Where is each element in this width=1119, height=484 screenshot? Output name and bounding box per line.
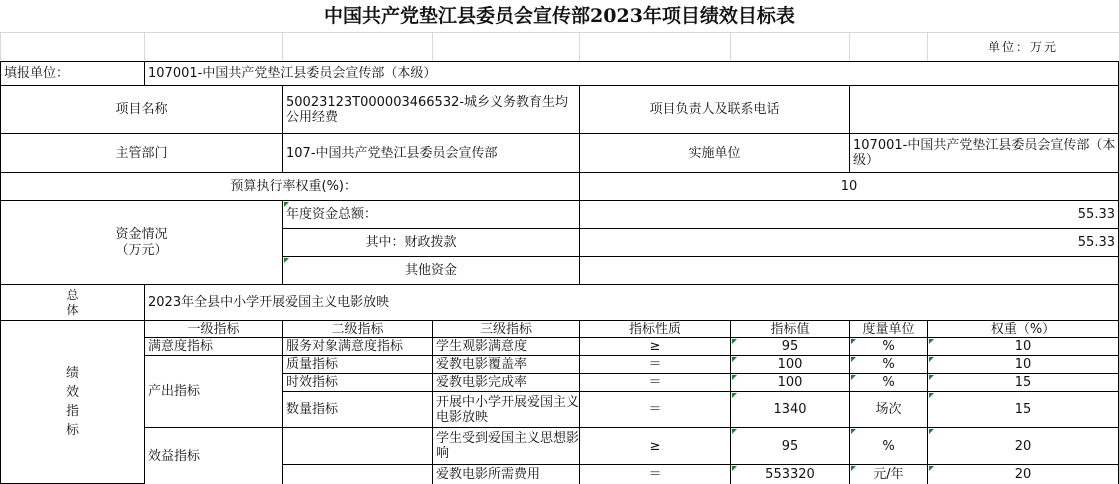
header-value: 指标值 [731,321,850,338]
row-weight: 20 [928,428,1119,465]
funds-label-line2: （万元） [115,242,168,258]
performance-label-char: 标 [65,423,79,438]
row-level2: 时效指标 [283,374,433,392]
impl-unit-label: 实施单位 [580,134,850,173]
row-level2 [283,465,433,484]
performance-label-char: 绩 [65,366,79,381]
group-satisfaction: 满意度指标 [145,338,283,356]
group-output: 产出指标 [145,356,283,428]
fill-unit-value: 107001-中国共产党垫江县委员会宣传部（本级） [145,62,1119,86]
project-name-label: 项目名称 [0,86,283,134]
page-title: 中国共产党垫江县委员会宣传部2023年项目绩效目标表 [324,4,795,27]
header-level3: 三级指标 [433,321,580,338]
annual-total-label: 年度资金总额： [283,201,580,229]
gridline [282,32,283,62]
row-unit: 场次 [850,392,928,428]
row-unit: % [850,374,928,392]
header-nature: 指标性质 [580,321,731,338]
fiscal-label: 其中：财政拨款 [283,229,580,257]
row-unit: 元/年 [850,465,928,484]
dept-label: 主管部门 [0,134,283,173]
row-level3: 爱教电影覆盖率 [433,356,580,374]
gridline [0,32,1,62]
gridline [579,32,580,62]
row-weight: 20 [928,465,1119,484]
row-nature: ≥ [580,338,731,356]
overall-label-line1: 总 [66,287,79,302]
row-nature: ≥ [580,428,731,465]
row-weight: 10 [928,338,1119,356]
funds-label [0,201,283,285]
budget-weight-value: 10 [580,173,1119,201]
gridline [730,32,731,62]
overall-label [0,285,145,321]
gridline [144,32,145,62]
gridline [849,32,850,62]
row-level3: 开展中小学开展爱国主义电影放映 [433,392,580,428]
row-level3: 学生观影满意度 [433,338,580,356]
annual-total-value: 55.33 [580,201,1119,229]
performance-label-char: 指 [65,404,79,419]
row-value: 95 [731,428,850,465]
gridline [432,32,433,62]
row-value: 100 [731,356,850,374]
row-level2: 数量指标 [283,392,433,428]
row-nature: ＝ [580,465,731,484]
project-lead-label: 项目负责人及联系电话 [580,86,850,134]
row-weight: 15 [928,374,1119,392]
project-name-value: 50023123T000003466532-城乡义务教育生均公用经费 [283,86,580,134]
row-level2 [283,428,433,465]
fill-unit-label: 填报单位： [0,62,145,86]
row-weight: 10 [928,356,1119,374]
other-funds-value [580,257,1119,285]
row-level3: 爱教电影完成率 [433,374,580,392]
header-level2: 二级指标 [283,321,433,338]
header-level1: 一级指标 [145,321,283,338]
funds-label-line1: 资金情况 [115,226,168,242]
row-value: 553320 [731,465,850,484]
row-value: 1340 [731,392,850,428]
row-level3: 爱教电影所需费用 [433,465,580,484]
fiscal-value: 55.33 [580,229,1119,257]
budget-weight-label: 预算执行率权重(%)： [0,173,580,201]
row-unit: % [850,338,928,356]
row-weight: 15 [928,392,1119,428]
performance-label [0,321,145,484]
group-benefit: 效益指标 [145,428,283,484]
header-weight: 权重（%） [928,321,1119,338]
row-level2: 质量指标 [283,356,433,374]
overall-value: 2023年全县中小学开展爱国主义电影放映 [145,285,1119,321]
project-lead-value [850,86,1119,134]
other-funds-label: 其他资金 [283,257,580,285]
row-nature: ＝ [580,356,731,374]
row-level3: 学生受到爱国主义思想影响 [433,428,580,465]
unit-label: 单位：万元 [987,39,1058,54]
row-value: 95 [731,338,850,356]
row-value: 100 [731,374,850,392]
row-nature: ＝ [580,392,731,428]
row-unit: % [850,428,928,465]
row-nature: ＝ [580,374,731,392]
row-unit: % [850,356,928,374]
header-unit: 度量单位 [850,321,928,338]
row-level2: 服务对象满意度指标 [283,338,433,356]
overall-label-line2: 体 [66,302,79,317]
performance-label-char: 效 [65,385,79,400]
impl-unit-value: 107001-中国共产党垫江县委员会宣传部（本级） [850,134,1119,173]
dept-value: 107-中国共产党垫江县委员会宣传部 [283,134,580,173]
